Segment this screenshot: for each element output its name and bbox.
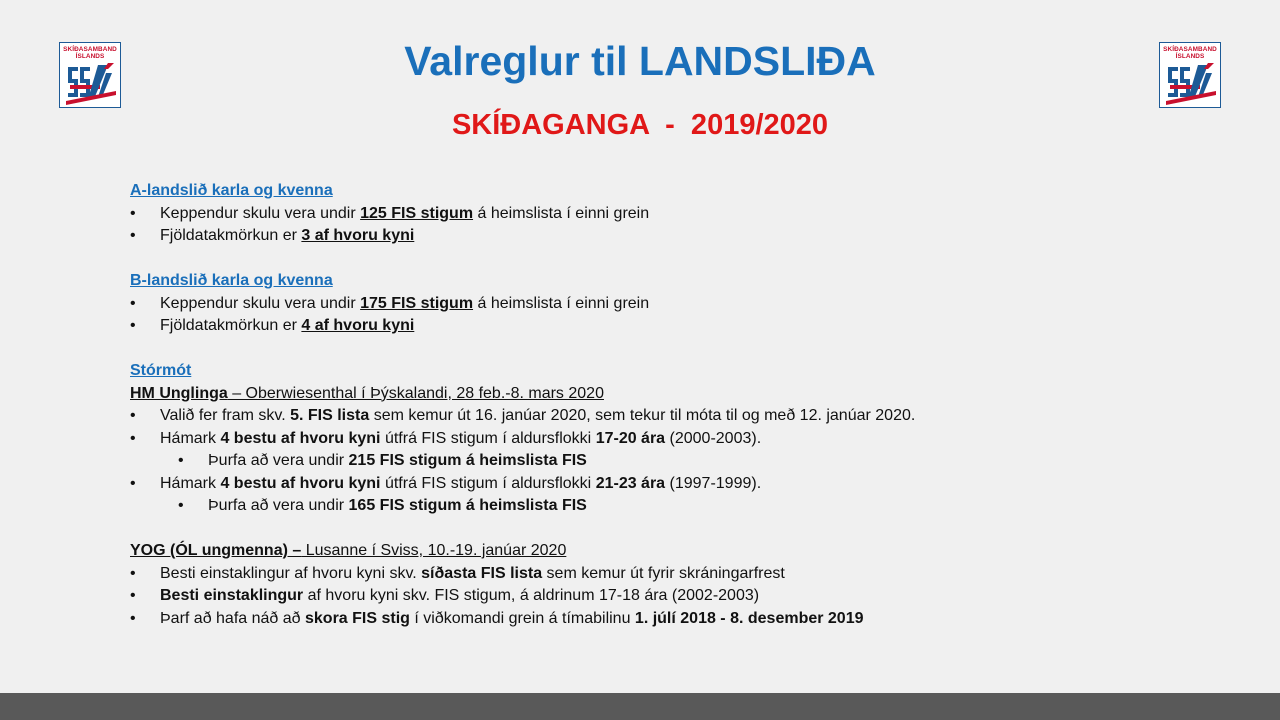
item-text: Fjöldatakmörkun er: [160, 317, 302, 334]
list-item: [130, 225, 1130, 248]
list-item: [130, 608, 1130, 631]
item-emphasis: 3 af hvoru kyni: [301, 227, 415, 244]
item-text: Besti einstaklingur af hvoru kyni skv.: [160, 564, 422, 582]
item-text: (1997-1999).: [665, 474, 762, 492]
item-text: á heimslista í einni grein: [473, 204, 650, 222]
item-text: útfrá FIS stigum í aldursflokki: [380, 429, 596, 447]
item-text: af hvoru kyni skv. FIS stigum, á aldrinum 17-18 ára (2002-2003): [303, 587, 760, 604]
item-emphasis: Besti einstaklingur: [160, 587, 304, 604]
bullet: •: [130, 317, 136, 334]
event-details: – Oberwiesenthal í Þýskalandi, 28 feb.-8. mars 2020: [227, 384, 604, 402]
item-text: Hámark: [160, 474, 221, 492]
sub-list-item: [130, 450, 1130, 473]
item-text: Keppendur skulu vera undir: [160, 294, 361, 312]
event-title-yog: [130, 540, 1130, 563]
slide-title: Valreglur til LANDSLIÐA: [404, 38, 876, 84]
bullet: •: [130, 227, 136, 244]
item-emphasis: 4 af hvoru kyni: [301, 317, 415, 334]
item-text: á heimslista í einni grein: [473, 294, 650, 312]
item-emphasis: 1. júlí 2018 - 8. desember 2019: [634, 609, 864, 627]
logo-text-line1: SKÍÐASAMBAND: [1163, 46, 1217, 53]
item-emphasis: 4 bestu af hvoru kyni: [220, 429, 381, 447]
item-emphasis: skora FIS stig: [305, 609, 410, 627]
item-emphasis: 4 bestu af hvoru kyni: [220, 474, 381, 492]
bullet: •: [130, 609, 136, 627]
item-text: Þurfa að vera undir: [208, 452, 349, 469]
item-text: útfrá FIS stigum í aldursflokki: [380, 474, 596, 492]
list-item: [130, 405, 1130, 428]
bullet: •: [130, 587, 136, 604]
item-text: Þurfa að vera undir: [208, 497, 349, 514]
bullet: •: [130, 564, 136, 582]
bullet: •: [130, 407, 136, 424]
item-emphasis: 125 FIS stigum: [360, 204, 474, 222]
slide-content: [130, 180, 1130, 630]
item-text: (2000-2003).: [665, 429, 762, 447]
section-heading-championships: Stórmót: [130, 362, 192, 379]
item-text: sem kemur út fyrir skráningarfrest: [542, 564, 785, 582]
event-name: YOG (ÓL ungmenna) –: [130, 542, 302, 559]
item-emphasis: 21-23 ára: [595, 474, 666, 492]
logo-text-line1: SKÍÐASAMBAND: [63, 46, 117, 53]
bullet: •: [130, 429, 136, 447]
item-text: Hámark: [160, 429, 221, 447]
slide-subtitle: SKÍÐAGANGA - 2019/2020: [451, 109, 829, 141]
item-emphasis: 165 FIS stigum á heimslista FIS: [348, 497, 587, 514]
item-emphasis: 5. FIS lista: [290, 407, 370, 424]
bullet: •: [178, 452, 184, 469]
item-emphasis: 215 FIS stigum á heimslista FIS: [348, 452, 587, 469]
bullet: •: [130, 474, 136, 492]
bullet: •: [130, 294, 136, 312]
list-item: [130, 585, 1130, 608]
list-item: [130, 315, 1130, 338]
item-text: sem kemur út 16. janúar 2020, sem tekur til móta til og með 12. janúar 2020.: [369, 407, 916, 424]
item-text: Keppendur skulu vera undir: [160, 204, 361, 222]
bullet: •: [130, 204, 136, 222]
event-name: HM Unglinga: [130, 384, 228, 402]
logo-text-line2: ÍSLANDS: [1175, 53, 1205, 60]
list-item: [130, 563, 1130, 586]
event-details: Lusanne í Sviss, 10.-19. janúar 2020: [301, 542, 567, 559]
item-emphasis: síðasta FIS lista: [421, 564, 543, 582]
footer-bar: [0, 693, 1280, 720]
event-title-hm-juniors: [130, 383, 1130, 406]
list-item: [130, 473, 1130, 496]
item-text: Valið fer fram skv.: [160, 407, 291, 424]
sub-list-item: [130, 495, 1130, 518]
list-item: [130, 428, 1130, 451]
section-heading-a-team: A-landslið karla og kvenna: [130, 182, 333, 199]
item-text: Þarf að hafa náð að: [160, 609, 305, 627]
section-heading-b-team: B-landslið karla og kvenna: [130, 272, 333, 289]
list-item: [130, 203, 1130, 226]
item-text: Fjöldatakmörkun er: [160, 227, 302, 244]
list-item: [130, 293, 1130, 316]
item-emphasis: 17-20 ára: [595, 429, 666, 447]
item-text: í viðkomandi grein á tímabilinu: [409, 609, 635, 627]
item-emphasis: 175 FIS stigum: [360, 294, 474, 312]
bullet: •: [178, 497, 184, 514]
logo-text-line2: ÍSLANDS: [75, 53, 105, 60]
